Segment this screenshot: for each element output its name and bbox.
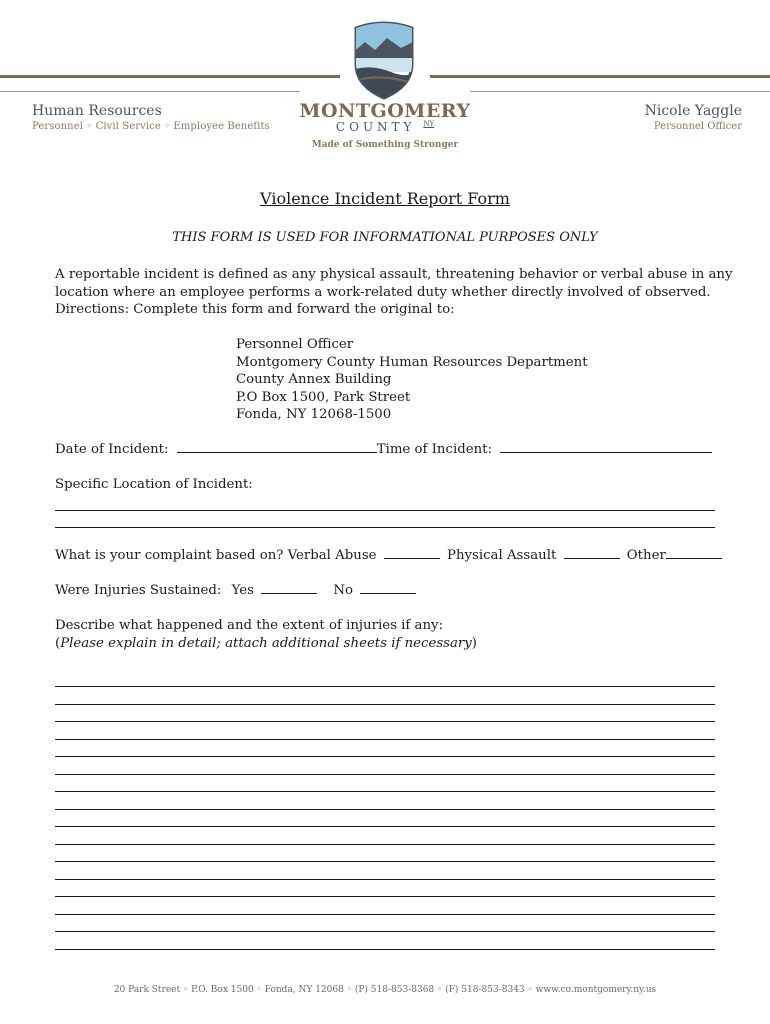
location-label: Specific Location of Incident:	[55, 477, 253, 492]
department-subtitle: Personnel ◦ Civil Service ◦ Employee Benefits	[32, 121, 270, 132]
description-line[interactable]	[55, 861, 715, 862]
injuries-no-label: No	[333, 583, 354, 598]
describe-note-close: )	[471, 636, 477, 651]
description-line[interactable]	[55, 931, 715, 932]
date-time-row	[55, 442, 712, 457]
header-rule-right	[430, 75, 770, 78]
date-of-incident-label: Date of Incident:	[55, 442, 169, 457]
form-subtitle: THIS FORM IS USED FOR INFORMATIONAL PURPOSES ONLY	[172, 230, 598, 245]
complaint-row	[55, 548, 722, 563]
intro-line-2: location where an employee performs a work-related duty whether directly involved of observed.	[55, 284, 711, 300]
description-line[interactable]	[55, 721, 715, 722]
describe-note-open: (	[55, 636, 61, 651]
describe-note-text: Please explain in detail; attach additional sheets if necessary	[60, 636, 472, 651]
description-line[interactable]	[55, 739, 715, 740]
address-line: Montgomery County Human Resources Department	[236, 354, 588, 370]
footer-contact: 20 Park Street ◦ P.O. Box 1500 ◦ Fonda, NY 12068 ◦ (P) 518-853-8368 ◦ (F) 518-853-8343 ◦ www.co.montgomery.ny.us	[113, 985, 657, 995]
injuries-row	[55, 583, 416, 598]
description-line[interactable]	[55, 914, 715, 915]
logo-tagline: Made of Something Stronger	[311, 140, 459, 150]
logo-wordmark: MONTGOMERY	[299, 100, 471, 122]
address-line: Fonda, NY 12068-1500	[236, 407, 392, 423]
officer-name: Nicole Yaggle	[644, 103, 742, 119]
description-line[interactable]	[55, 826, 715, 827]
department-title: Human Resources	[32, 103, 162, 119]
form-title: Violence Incident Report Form	[260, 189, 510, 208]
intro-paragraph	[55, 266, 733, 319]
intro-line-3: Directions: Complete this form and forward the original to:	[55, 302, 455, 317]
mailing-address	[236, 336, 588, 424]
description-line[interactable]	[55, 756, 715, 757]
injuries-yes-label: Yes	[231, 583, 254, 598]
location-field-line-1[interactable]	[55, 510, 715, 511]
date-of-incident-field[interactable]	[177, 442, 377, 453]
injuries-yes-field[interactable]	[261, 583, 317, 594]
county-shield-logo	[351, 20, 417, 100]
description-line[interactable]	[55, 844, 715, 845]
address-line: County Annex Building	[236, 372, 392, 388]
description-line[interactable]	[55, 704, 715, 705]
logo-county-text: COUNTY	[335, 120, 416, 134]
other-field[interactable]	[666, 548, 722, 559]
location-field-line-2[interactable]	[55, 527, 715, 528]
injuries-no-field[interactable]	[360, 583, 416, 594]
description-line[interactable]	[55, 809, 715, 810]
logo-state-text: NY	[423, 120, 435, 128]
time-of-incident-field[interactable]	[500, 442, 712, 453]
description-line[interactable]	[55, 686, 715, 687]
other-label: Other	[626, 548, 666, 563]
verbal-abuse-field[interactable]	[384, 548, 440, 559]
header-rule-right-thin	[470, 91, 770, 92]
description-line[interactable]	[55, 774, 715, 775]
address-line: P.O Box 1500, Park Street	[236, 389, 411, 405]
description-line[interactable]	[55, 879, 715, 880]
physical-assault-field[interactable]	[564, 548, 620, 559]
description-line[interactable]	[55, 791, 715, 792]
time-of-incident-label: Time of Incident:	[376, 442, 492, 457]
header-rule-left-thin	[0, 91, 300, 92]
description-line[interactable]	[55, 949, 715, 950]
address-line: Personnel Officer	[236, 337, 354, 352]
header-rule-left	[0, 75, 340, 78]
intro-line-1: A reportable incident is defined as any physical assault, threatening behavior or verbal abuse in any	[55, 267, 733, 282]
describe-label: Describe what happened and the extent of injuries if any:	[55, 618, 444, 633]
injuries-label: Were Injuries Sustained:	[55, 583, 222, 598]
description-line[interactable]	[55, 896, 715, 897]
describe-note	[55, 636, 477, 651]
physical-assault-label: Physical Assault	[447, 548, 557, 563]
complaint-verbal-label: What is your complaint based on? Verbal Abuse	[55, 548, 377, 563]
officer-title: Personnel Officer	[653, 121, 742, 132]
